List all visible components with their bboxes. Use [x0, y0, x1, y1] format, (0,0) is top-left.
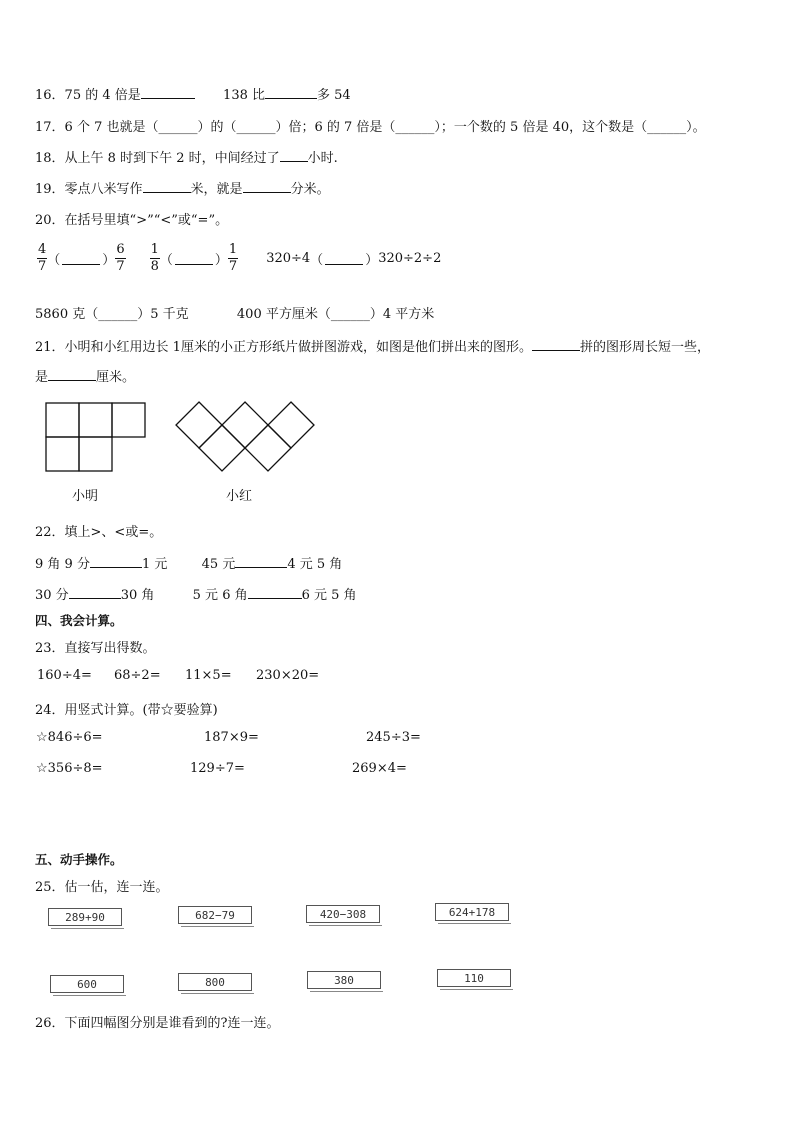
q19-part1: 19．零点八米写作: [35, 182, 143, 197]
q23-title: 23．直接写出得数。: [35, 641, 156, 656]
xiaohong-diamond-figure: [175, 401, 317, 475]
fraction-4-7: $\frac{4}{7}$: [38, 242, 47, 274]
q21-blank-2[interactable]: [48, 368, 96, 381]
q24-row2-item-3: 269×4=: [352, 761, 407, 776]
q20-row2-a: 5860 克（______）5 千克: [35, 307, 189, 322]
q22-blank-4[interactable]: [248, 586, 302, 599]
answer-card-110[interactable]: 110: [437, 969, 511, 987]
q24-row1-item-2: 187×9=: [204, 730, 259, 745]
q20-row2: [35, 303, 434, 322]
q20-row2-b: 400 平方厘米（______）4 平方米: [236, 307, 435, 322]
q24-row2-item-2: 129÷7=: [190, 761, 245, 776]
q20-blank-3[interactable]: [325, 253, 363, 265]
q24-title: 24．用竖式计算。(带☆要验算): [35, 703, 218, 718]
q22-title: 22．填上>、<或=。: [35, 525, 163, 540]
estimate-card-624-178[interactable]: 624+178: [435, 903, 509, 921]
q16-part1: 75 的 4 倍是: [64, 88, 141, 103]
q22-row1: 9 角 9 分 1 元 45 元 4 元 5 角: [35, 557, 343, 572]
xiaoming-square-figure: [45, 402, 147, 474]
q23-item-2: 68÷2=: [114, 668, 161, 683]
q19-part3: 分米。: [290, 182, 330, 197]
section-5-heading: 五、动手操作。: [35, 852, 123, 867]
question-16: [35, 84, 351, 103]
answer-card-380[interactable]: 380: [307, 971, 381, 989]
estimate-card-682-79[interactable]: 682−79: [178, 906, 252, 924]
fraction-6-7: $\frac{6}{7}$: [116, 242, 125, 274]
answer-card-600[interactable]: 600: [50, 975, 124, 993]
q20-expr-left: 320÷4: [266, 251, 311, 266]
q23-item-4: 230×20=: [256, 668, 320, 683]
estimate-card-420-308[interactable]: 420−308: [306, 905, 380, 923]
fraction-1-8: $\frac{1}{8}$: [150, 242, 159, 274]
q22-blank-1[interactable]: [90, 555, 142, 568]
question-21-line2: 是 厘米。: [35, 370, 136, 385]
q20-fraction-row: $\frac{4}{7}$ （ ） $\frac{6}{7}$ $\frac{1}{8}$ （ ） $\frac{1}{7}$ 320÷4 （ ） 320÷2÷2: [38, 242, 442, 274]
q20-expr-right: 320÷2÷2: [378, 251, 442, 266]
label-xiaohong: 小红: [226, 489, 253, 504]
fraction-1-7: $\frac{1}{7}$: [228, 242, 238, 274]
q18-part2: 小时.: [307, 151, 338, 166]
q16-number: 16．: [35, 88, 65, 103]
q18-part1: 18．从上午 8 时到下午 2 时，中间经过了: [35, 151, 280, 166]
question-17: 17．6 个 7 也就是（______）的（______）倍；6 的 7 倍是（______）；一个数的 5 倍是 40，这个数是（______）。: [35, 120, 706, 135]
q19-blank-1[interactable]: [143, 180, 191, 193]
q25-title: 25．估一估，连一连。: [35, 880, 169, 895]
q23-item-1: 160÷4=: [37, 668, 92, 683]
question-18: [35, 147, 338, 166]
q19-blank-2[interactable]: [243, 180, 291, 193]
q18-blank[interactable]: [280, 149, 308, 162]
q19-part2: 米，就是: [190, 182, 243, 197]
q20-blank-2[interactable]: [175, 253, 213, 265]
q22-row2: 30 分 30 角 5 元 6 角 6 元 5 角: [35, 588, 357, 603]
question-19: [35, 178, 330, 197]
q22-blank-3[interactable]: [69, 586, 121, 599]
q24-row1-item-1: ☆846÷6=: [36, 730, 103, 745]
q16-part3: 多 54: [317, 88, 351, 103]
q16-blank-1[interactable]: [141, 86, 195, 99]
q23-item-3: 11×5=: [185, 668, 232, 683]
answer-card-800[interactable]: 800: [178, 973, 252, 991]
q16-blank-2[interactable]: [265, 86, 317, 99]
q21-blank-1[interactable]: [532, 338, 580, 351]
q24-row2-item-1: ☆356÷8=: [36, 761, 103, 776]
q20-blank-1[interactable]: [62, 253, 100, 265]
q16-part2: 138 比: [223, 88, 265, 103]
q24-row1-item-3: 245÷3=: [366, 730, 421, 745]
label-xiaoming: 小明: [72, 489, 99, 504]
q20-title: 20．在括号里填“>”“<”或“=”。: [35, 213, 229, 228]
estimate-card-289-90[interactable]: 289+90: [48, 908, 122, 926]
q22-blank-2[interactable]: [235, 555, 287, 568]
q26-title: 26．下面四幅图分别是谁看到的?连一连。: [35, 1016, 280, 1031]
section-4-heading: 四、我会计算。: [35, 613, 123, 628]
question-21-line1: 21．小明和小红用边长 1厘米的小正方形纸片做拼图游戏，如图是他们拼出来的图形。 拼的图形周长短一些，: [35, 340, 710, 355]
